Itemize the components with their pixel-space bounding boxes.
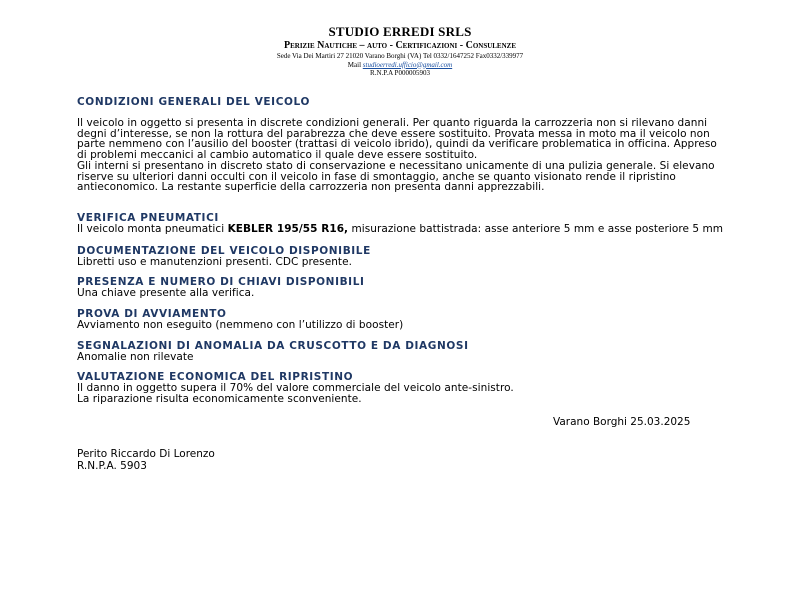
tyres-text-after: misurazione battistrada: asse anteriore 5 mm e asse posteriore 5 mm [348, 222, 724, 235]
section-title-dashboard: SEGNALAZIONI DI ANOMALIA DA CRUSCOTTO E DA DIAGNOSI [77, 339, 469, 352]
section-text-economics-1: Il danno in oggetto supera il 70% del valore commerciale del veicolo ante-sinistro. [77, 382, 514, 395]
section-text-general-interior: Gli interni si presentano in discreto stato di conservazione e necessitano unicamente di una pulizia generale. Si elevano riserve su ulteriori danni occulti con il veicolo in fase di smontaggio, anche se quanto visionato rende il ripristino antieconomico. La restante superficie della carrozzeria non presenta danni apprezzabili. [77, 159, 715, 194]
section-title-start: PROVA DI AVVIAMENTO [77, 308, 227, 321]
place-date: Varano Borghi 25.03.2025 [553, 416, 691, 428]
signature-name: Perito Riccardo Di Lorenzo [77, 448, 215, 460]
section-title-general: CONDIZIONI GENERALI DEL VEICOLO [77, 96, 310, 108]
section-text-economics-2: La riparazione risulta economicamente sconveniente. [77, 393, 362, 406]
section-text-start: Avviamento non eseguito (nemmeno con l’utilizzo di booster) [77, 319, 404, 332]
mail-link[interactable]: studioerredi.ufficio@gmail.com [362, 60, 453, 69]
company-mail [0, 61, 800, 70]
section-title-tyres: VERIFICA PNEUMATICI [77, 211, 219, 224]
section-text-general: Il veicolo in oggetto si presenta in discrete condizioni generali. Per quanto riguarda la carrozzeria non si rilevano danni degni d’interesse, se non la rottura del parabrezza che deve essere sostituito. Provata messa in moto ma il veicolo non parte nemmeno con l’ausilio del booster (trattasi di veicolo ibrido), quindi da verificare problematica in officina. Appreso di problemi meccanici al cambio automatico il quale deve essere sostituito. [77, 117, 717, 162]
section-title-docs: DOCUMENTAZIONE DEL VEICOLO DISPONIBILE [77, 244, 371, 257]
report-body [77, 96, 725, 405]
signature-rnpa: R.N.P.A. 5903 [77, 460, 147, 472]
company-address: Sede Via Dei Martiri 27 21020 Varano Borghi (VA) Tel 0332/1647252 Fax0332/339977 [276, 52, 524, 60]
section-title-economics: VALUTAZIONE ECONOMICA DEL RIPRISTINO [77, 371, 354, 384]
company-tagline: Perizie Nautiche – auto - Certificazioni - Consulenze [284, 40, 516, 51]
company-rnpa: R.N.P.A P000005903 [370, 69, 430, 77]
company-name: STUDIO ERREDI SRLS [328, 24, 472, 39]
section-text-dashboard: Anomalie non rilevate [77, 350, 194, 363]
tyres-text-before: Il veicolo monta pneumatici [77, 222, 228, 235]
tyre-model: KEBLER 195/55 R16, [227, 222, 349, 235]
signature-block [77, 448, 215, 472]
section-text-tyres [77, 224, 725, 235]
section-title-keys: PRESENZA E NUMERO DI CHIAVI DISPONIBILI [77, 276, 365, 289]
mail-label: Mail [347, 60, 362, 69]
section-text-keys: Una chiave presente alla verifica. [77, 287, 255, 300]
letterhead [0, 24, 800, 78]
section-text-docs: Libretti uso e manutenzioni presenti. CDC presente. [77, 255, 352, 268]
